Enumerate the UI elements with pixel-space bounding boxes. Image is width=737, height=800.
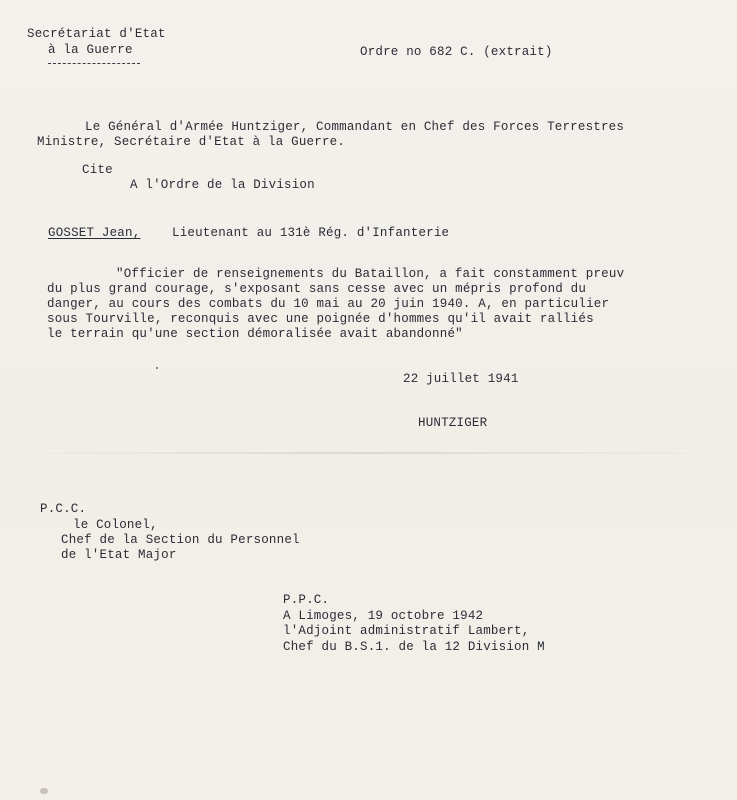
chef-bureau-line: Chef du B.S.1. de la 12 Division M (283, 640, 545, 654)
ink-speck (156, 367, 158, 369)
preamble-line-1: Le Général d'Armée Huntziger, Commandant en Chef des Forces Terrestres (85, 120, 625, 134)
etat-major-line: de l'Etat Major (61, 548, 177, 562)
order-reference: Ordre no 682 C. (extrait) (360, 45, 553, 59)
chef-section-line: Chef de la Section du Personnel (61, 533, 300, 547)
office-line-1: Secrétariat d'Etat (27, 27, 166, 41)
cited-person-rank: Lieutenant au 131è Rég. d'Infanterie (172, 226, 450, 240)
citation-text-line: sous Tourville, reconquis avec une poignée d'hommes qu'il avait ralliés (47, 312, 594, 326)
pcc-label: P.C.C. (40, 502, 87, 516)
paper-stain (40, 788, 48, 794)
citation-text-line: danger, au cours des combats du 10 mai au 20 juin 1940. A, en particulier (47, 297, 610, 311)
citation-text-line: du plus grand courage, s'exposant sans cesse avec un mépris profond du (47, 282, 587, 296)
header-dashed-rule (48, 63, 140, 64)
preamble-line-2: Ministre, Secrétaire d'Etat à la Guerre. (37, 135, 346, 149)
citation-date: 22 juillet 1941 (403, 372, 519, 386)
place-date-line: A Limoges, 19 octobre 1942 (283, 609, 484, 623)
order-division: A l'Ordre de la Division (130, 178, 315, 192)
colonel-line: le Colonel, (73, 518, 158, 532)
cite-label: Cite (82, 163, 113, 177)
office-line-2: à la Guerre (48, 43, 133, 57)
adjoint-line: l'Adjoint administratif Lambert, (283, 624, 530, 638)
signature-huntziger: HUNTZIGER (418, 416, 488, 430)
cited-person-name: GOSSET Jean, (48, 226, 141, 240)
paper-fold-line (0, 452, 737, 454)
ppc-label: P.P.C. (283, 593, 330, 607)
citation-text-line: "Officier de renseignements du Bataillon, a fait constamment preuv (116, 267, 625, 281)
citation-text-line: le terrain qu'une section démoralisée avait abandonné" (47, 327, 463, 341)
